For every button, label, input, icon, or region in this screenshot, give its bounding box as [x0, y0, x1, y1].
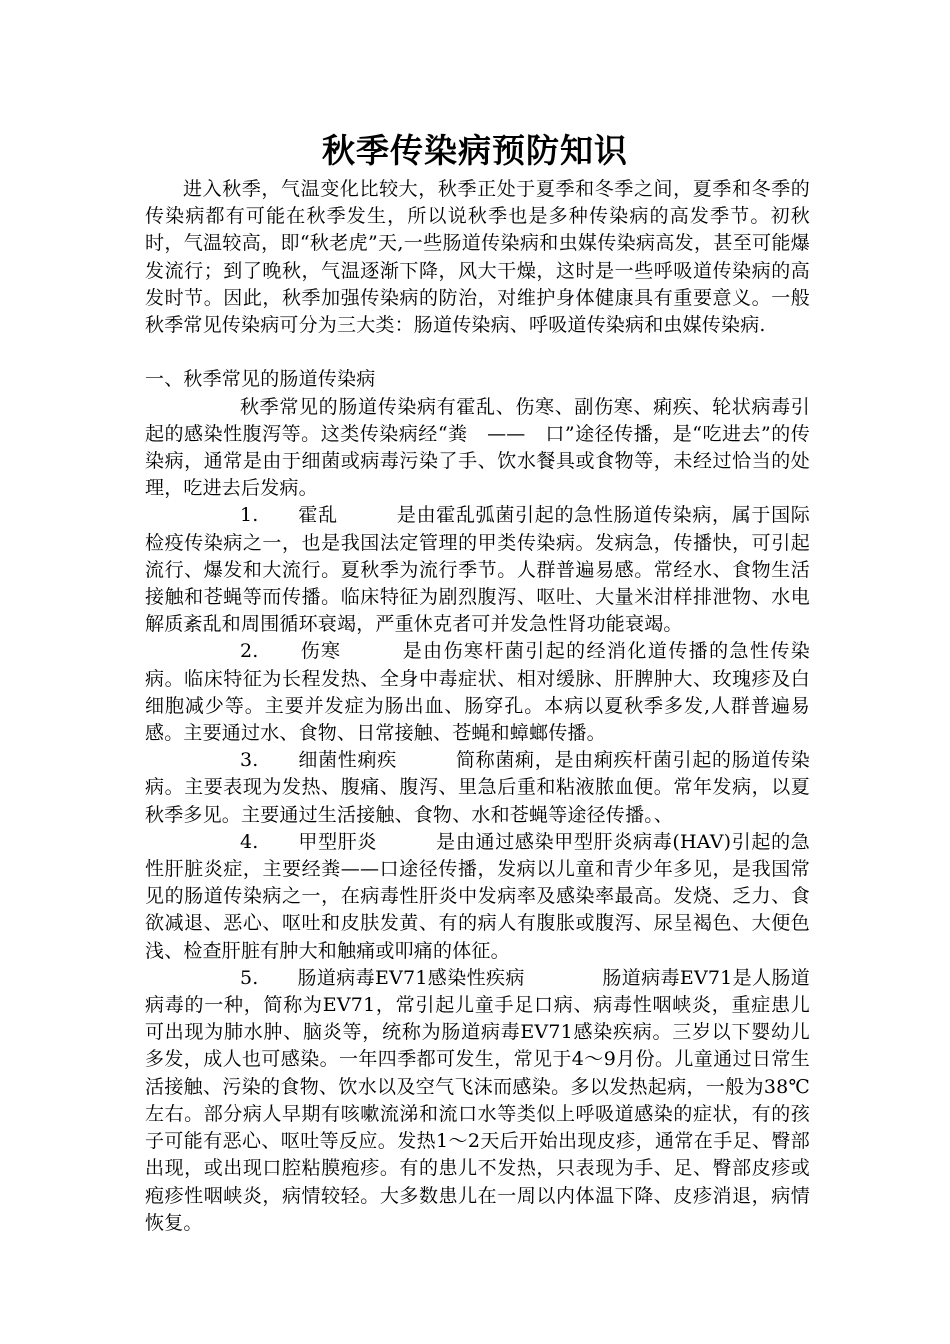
document-title: 秋季传染病预防知识	[322, 131, 628, 170]
item-cholera: 1. 霍乱 是由霍乱弧菌引起的急性肠道传染病，属于国际检疫传染病之一，也是我国法定管理的甲类传染病。发病急，传播快，可引起流行、爆发和大流行。夏秋季为流行季节。人群普遍易感。常经水、食物生活接触和苍蝇等而传播。临床特征为剧烈腹泻、呕吐、大量米泔样排泄物、水电解质紊乱和周围循环衰竭，严重休克者可并发急性肾功能衰竭。	[145, 504, 810, 636]
blank-line	[145, 339, 810, 366]
item-typhoid: 2. 伤寒 是由伤寒杆菌引起的经消化道传播的急性传染病。临床特征为长程发热、全身中毒症状、相对缓脉、肝脾肿大、玫瑰疹及白细胞减少等。主要并发症为肠出血、肠穿孔。本病以夏秋季多发,人群普遍易感。主要通过水、食物、日常接触、苍蝇和蟑螂传播。	[145, 640, 810, 745]
item-dysentery: 3. 细菌性痢疾 简称菌痢，是由痢疾杆菌引起的肠道传染病。主要表现为发热、腹痛、腹泻、里急后重和粘液脓血便。常年发病，以夏秋季多见。主要通过生活接触、食物、水和苍蝇等途径传播。、	[145, 749, 810, 826]
document-body	[145, 176, 810, 1237]
section-intro-paragraph: 秋季常见的肠道传染病有霍乱、伤寒、副伤寒、痢疾、轮状病毒引起的感染性腹泻等。这类传染病经“粪 —— 口”途径传播，是“吃进去”的传染病，通常是由于细菌或病毒污染了手、饮水餐具或食物等，未经过恰当的处理，吃进去后发病。	[145, 395, 810, 500]
intro-paragraph: 进入秋季，气温变化比较大，秋季正处于夏季和冬季之间，夏季和冬季的传染病都有可能在秋季发生，所以说秋季也是多种传染病的高发季节。初秋时，气温较高，即“秋老虎”天,一些肠道传染病和虫媒传染病高发，甚至可能爆发流行；到了晚秋，气温逐渐下降，风大干燥，这时是一些呼吸道传染病的高发时节。因此，秋季加强传染病的防治，对维护身体健康具有重要意义。一般秋季常见传染病可分为三大类：肠道传染病、呼吸道传染病和虫媒传染病.	[145, 178, 810, 337]
item-ev71: 5. 肠道病毒EV71感染性疾病 肠道病毒EV71是人肠道病毒的一种，简称为EV71，常引起儿童手足口病、病毒性咽峡炎，重症患儿可出现为肺水肿、脑炎等，统称为肠道病毒EV71感染疾病。三岁以下婴幼儿多发，成人也可感染。一年四季都可发生，常见于4～9月份。儿童通过日常生活接触、污染的食物、饮水以及空气飞沫而感染。多以发热起病，一般为38℃左右。部分病人早期有咳嗽流涕和流口水等类似上呼吸道感染的症状，有的孩子可能有恶心、呕吐等反应。发热1～2天后开始出现皮疹，通常在手足、臀部出现，或出现口腔粘膜疱疹。有的患儿不发热，只表现为手、足、臀部皮疹或疱疹性咽峡炎，病情较轻。大多数患儿在一周以内体温下降、皮疹消退，病情恢复。	[145, 966, 810, 1234]
section-heading: 一、秋季常见的肠道传染病	[145, 368, 376, 391]
item-hepatitis-a: 4. 甲型肝炎 是由通过感染甲型肝炎病毒(HAV)引起的急性肝脏炎症，主要经粪——口途径传播，发病以儿童和青少年多见，是我国常见的肠道传染病之一，在病毒性肝炎中发病率及感染率最高。发烧、乏力、食欲减退、恶心、呕吐和皮肤发黄、有的病人有腹胀或腹泻、尿呈褐色、大便色浅、检查肝脏有肿大和触痛或叩痛的体征。	[145, 830, 810, 962]
